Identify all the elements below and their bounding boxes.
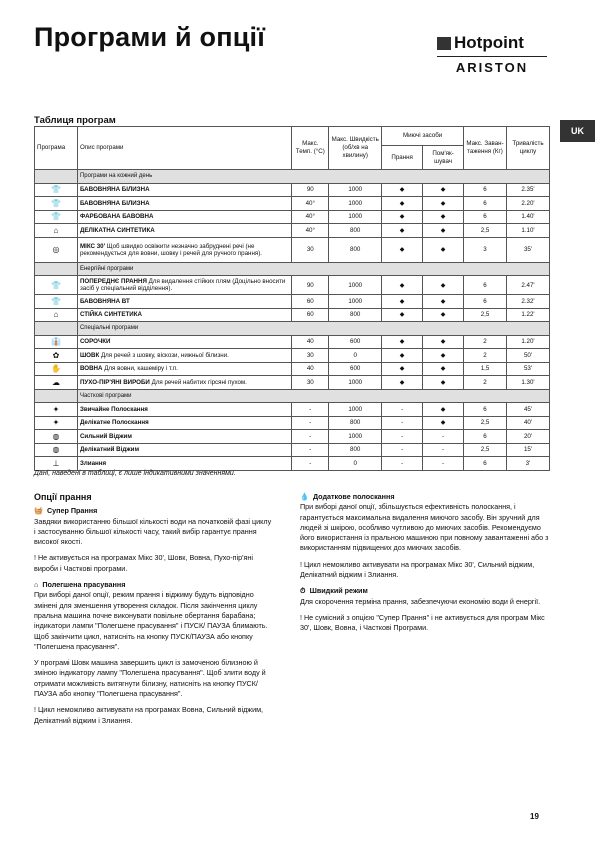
cell-w: ◆ <box>382 237 423 262</box>
program-icon: ✦ <box>35 403 78 417</box>
option-title: Супер Прання <box>46 506 98 516</box>
cell-s: 600 <box>329 362 382 376</box>
option-heading <box>300 586 550 596</box>
category-row <box>35 262 550 276</box>
cell-s: 1000 <box>329 430 382 444</box>
program-desc: Для вовни, кашеміру і т.п. <box>104 365 178 373</box>
cell-w: - <box>382 443 423 457</box>
header-softener: Пом'як-шувач <box>423 146 464 170</box>
cell-t: 40 <box>292 335 329 349</box>
cell-w: ◆ <box>382 197 423 211</box>
category-label: Програми на кожний день <box>77 170 549 184</box>
table-row <box>35 335 550 349</box>
program-name: ПУХО-ПІР'ЯНІ ВИРОБИ <box>79 378 150 386</box>
cell-t: 40° <box>292 224 329 238</box>
table-row <box>35 197 550 211</box>
cell-t: - <box>292 457 329 471</box>
option-title: Швидкий режим <box>309 586 368 596</box>
cell-w: ◆ <box>382 295 423 309</box>
option-text: Для скорочення терміна прання, забезпечуючи економію води й енергії. <box>300 596 541 606</box>
table-row <box>35 308 550 322</box>
program-name-cell <box>77 349 291 363</box>
header-speed: Макс. Швидкість (об/хв на хвилину) <box>329 127 382 170</box>
program-name: БАВОВНЯНА БІЛИЗНА <box>79 186 150 194</box>
cell-d: 15' <box>506 443 549 457</box>
cell-l: 6 <box>464 457 507 471</box>
option-text: ! Цикл неможливо активувати на програмах Мікс 30', Сильний віджим, Делікатний віджим і Злиання. <box>300 559 535 580</box>
cell-t: - <box>292 430 329 444</box>
table-row <box>35 224 550 238</box>
program-name: ДЕЛІКАТНА СИНТЕТИКА <box>79 226 155 234</box>
cell-d: 53' <box>506 362 549 376</box>
table-row <box>35 457 550 471</box>
cell-l: 6 <box>464 210 507 224</box>
cell-t: - <box>292 416 329 430</box>
cell-w: ◆ <box>382 276 423 295</box>
cell-l: 3 <box>464 237 507 262</box>
program-name-cell <box>77 210 291 224</box>
program-name: Делікатне Полоскання <box>79 419 149 427</box>
category-label: Часткові програми <box>77 389 549 403</box>
program-name-cell <box>77 443 291 457</box>
cell-t: 40° <box>292 197 329 211</box>
cell-t: 30 <box>292 376 329 390</box>
table-row <box>35 237 550 262</box>
header-description: Опис програми <box>77 127 291 170</box>
cell-t: 30 <box>292 237 329 262</box>
program-name-cell <box>77 457 291 471</box>
category-spacer <box>35 262 78 276</box>
cell-d: 2.35' <box>506 183 549 197</box>
program-name: ПОПЕРЕДНЄ ПРАННЯ <box>79 278 147 285</box>
table-row <box>35 183 550 197</box>
cell-d: 1.22' <box>506 308 549 322</box>
program-name-cell <box>77 183 291 197</box>
category-spacer <box>35 389 78 403</box>
program-name: ШОВК <box>79 351 100 359</box>
cell-t: 40 <box>292 362 329 376</box>
cell-s: 800 <box>329 308 382 322</box>
table-row <box>35 349 550 363</box>
header-wash: Прання <box>382 146 423 170</box>
cell-w: - <box>382 416 423 430</box>
option-icon: ⌂ <box>34 580 39 590</box>
cell-l: 6 <box>464 403 507 417</box>
cell-s: 1000 <box>329 197 382 211</box>
cell-w: ◆ <box>382 308 423 322</box>
cell-d: 40' <box>506 416 549 430</box>
cell-f: - <box>423 430 464 444</box>
language-tab: UK <box>560 120 595 142</box>
program-name: СТІЙКА СИНТЕТИКА <box>79 311 142 319</box>
program-icon: ⊥ <box>35 457 78 471</box>
program-icon: ◍ <box>35 443 78 457</box>
table-row <box>35 416 550 430</box>
program-icon: ◎ <box>35 237 78 262</box>
program-table <box>34 126 550 471</box>
option-text: У програмі Шовк машина завершить цикл із замоченою білизною й зміною індикатору лампу "Полегшена прасування". Щоб злити воду й отримати можливість витягнути білизну, натисніть на кнопку ПУСК/ПАУЗА або кнопку "Полегшена прасування". <box>34 658 266 699</box>
page-title: Програми й опції <box>34 22 266 52</box>
cell-s: 0 <box>329 349 382 363</box>
program-desc: Для видалення стійких плям (Доцільно вносити засіб у спеціальний відділення). <box>79 278 286 292</box>
program-name: Делікатний Віджим <box>79 446 140 454</box>
option-icon: 💧 <box>300 492 309 501</box>
cell-w: ◆ <box>382 362 423 376</box>
cell-l: 2,5 <box>464 224 507 238</box>
program-icon: ☁ <box>35 376 78 390</box>
cell-d: 2.47' <box>506 276 549 295</box>
program-name: ВОВНА <box>79 365 103 373</box>
cell-w: ◆ <box>382 183 423 197</box>
cell-f: ◆ <box>423 376 464 390</box>
cell-l: 2,5 <box>464 308 507 322</box>
cell-d: 20' <box>506 430 549 444</box>
cell-d: 45' <box>506 403 549 417</box>
program-icon: ✋ <box>35 362 78 376</box>
cell-l: 6 <box>464 295 507 309</box>
cell-w: - <box>382 430 423 444</box>
cell-d: 3' <box>506 457 549 471</box>
cell-f: ◆ <box>423 403 464 417</box>
cell-d: 35' <box>506 237 549 262</box>
cell-t: 40° <box>292 210 329 224</box>
header-temp: Макс. Темп. (°C) <box>292 127 329 170</box>
program-name: МІКС 30' <box>79 242 106 250</box>
cell-t: 90 <box>292 276 329 295</box>
option-text: При виборі даної опції, збільшується ефективність полоскання, і гарантується максимальна видалення миючого засобу. Він зручний для людей зі шкірою, особливо чутливою до миючих засобів. Рекомендуємо його використання із пральною машиною при повному завантаженні або з використанням підвищених доз миючих засобів. <box>300 502 549 553</box>
cell-f: ◆ <box>423 224 464 238</box>
cell-f: ◆ <box>423 197 464 211</box>
options-left-column <box>34 492 274 732</box>
cell-w: ◆ <box>382 335 423 349</box>
cell-t: 30 <box>292 349 329 363</box>
program-icon: ◍ <box>35 430 78 444</box>
options-title: Опції прання <box>34 492 92 502</box>
cell-t: 60 <box>292 295 329 309</box>
cell-s: 0 <box>329 457 382 471</box>
option-heading <box>34 580 274 590</box>
option-heading <box>34 506 274 516</box>
program-icon: 👕 <box>35 276 78 295</box>
program-name-cell <box>77 308 291 322</box>
program-name-cell <box>77 376 291 390</box>
option-icon: 🧺 <box>34 506 43 516</box>
program-desc: Для речей з шовку, віскози, нижньої білизни. <box>100 351 229 359</box>
program-name-cell <box>77 237 291 262</box>
program-icon: ✿ <box>35 349 78 363</box>
cell-w: ◆ <box>382 376 423 390</box>
program-icon: 👕 <box>35 210 78 224</box>
cell-l: 6 <box>464 183 507 197</box>
options-right-column <box>300 492 550 640</box>
header-load: Макс. Заван-таження (Кг) <box>464 127 507 170</box>
program-name: Злиання <box>79 459 107 467</box>
program-name-cell <box>77 403 291 417</box>
program-name: БАВОВНЯНА БІЛИЗНА <box>79 199 150 207</box>
logo-brand: Hotpoint <box>454 33 524 52</box>
option-title: Додаткове полоскання <box>312 492 395 501</box>
table-row <box>35 276 550 295</box>
program-name-cell <box>77 276 291 295</box>
program-name-cell <box>77 416 291 430</box>
option-text: При виборі даної опції, режим прання і віджиму будуть відповідно змінені для зменшення утворення складок. Після закінчення циклу пральна машина почне виконувати повільне обертання барабана; індикатори лампи "Полегшене прасування" і ПУСК/ ПАУЗА блимають. Щоб закінчити цикл, натисніть на кнопку ПУСК/ПАУЗА або кнопку "Полегшена прасування". <box>34 590 268 651</box>
category-spacer <box>35 170 78 184</box>
cell-d: 1.10' <box>506 224 549 238</box>
header-detergent: Миючі засоби <box>382 127 464 146</box>
cell-s: 1000 <box>329 295 382 309</box>
program-icon: 👕 <box>35 295 78 309</box>
cell-f: ◆ <box>423 237 464 262</box>
cell-l: 2 <box>464 376 507 390</box>
header-program: Програма <box>35 127 78 170</box>
program-name: ФАРБОВАНА БАВОВНА <box>79 213 154 221</box>
category-label: Енергійні програми <box>77 262 549 276</box>
category-row <box>35 389 550 403</box>
table-row <box>35 362 550 376</box>
cell-t: 60 <box>292 308 329 322</box>
cell-w: ◆ <box>382 210 423 224</box>
cell-f: ◆ <box>423 362 464 376</box>
cell-f: ◆ <box>423 349 464 363</box>
cell-t: 90 <box>292 183 329 197</box>
table-row <box>35 210 550 224</box>
program-name-cell <box>77 197 291 211</box>
cell-f: ◆ <box>423 295 464 309</box>
table-title: Таблиця програм <box>34 115 116 126</box>
table-row <box>35 430 550 444</box>
program-icon: 👔 <box>35 335 78 349</box>
program-desc: Щоб швидко освіжити незначно забруднені речі (не рекомендується для вовни, шовку і речей для ручного прання). <box>79 242 263 257</box>
cell-d: 1.20' <box>506 335 549 349</box>
cell-t: - <box>292 443 329 457</box>
cell-s: 800 <box>329 224 382 238</box>
program-name-cell <box>77 295 291 309</box>
program-desc: Для речей набитих гірсяні пухом. <box>151 378 247 386</box>
program-name-cell <box>77 430 291 444</box>
option-text: ! Не активується на програмах Мікс 30', Шовк, Вовна, Пухо-пір'яні вироби і Часткові програми. <box>34 553 253 573</box>
table-note: Дані, наведені в таблиці, є лише індикативними значеннями. <box>34 470 236 477</box>
cell-s: 1000 <box>329 210 382 224</box>
cell-l: 2 <box>464 335 507 349</box>
category-label: Спеціальні програми <box>77 322 549 336</box>
cell-s: 1000 <box>329 276 382 295</box>
cell-l: 1,5 <box>464 362 507 376</box>
option-text: ! Цикл неможливо активувати на програмах Вовна, Сильний віджим, Делікатний віджим і Злиання. <box>34 705 264 725</box>
cell-l: 6 <box>464 276 507 295</box>
cell-t: - <box>292 403 329 417</box>
option-icon: ⏱ <box>300 586 306 596</box>
cell-s: 1000 <box>329 183 382 197</box>
cell-l: 2,5 <box>464 416 507 430</box>
program-icon: ⌂ <box>35 224 78 238</box>
cell-s: 800 <box>329 443 382 457</box>
cell-w: - <box>382 403 423 417</box>
program-name-cell <box>77 335 291 349</box>
program-icon: ✦ <box>35 416 78 430</box>
table-row <box>35 443 550 457</box>
option-heading <box>300 492 550 502</box>
cell-s: 800 <box>329 237 382 262</box>
program-name-cell <box>77 362 291 376</box>
program-name: БАВОВНЯНА ВТ <box>79 297 130 305</box>
logo-square-icon <box>437 37 451 50</box>
cell-f: ◆ <box>423 183 464 197</box>
cell-l: 2,5 <box>464 443 507 457</box>
category-spacer <box>35 322 78 336</box>
category-row <box>35 322 550 336</box>
cell-l: 6 <box>464 197 507 211</box>
cell-s: 600 <box>329 335 382 349</box>
program-icon: 👕 <box>35 197 78 211</box>
page-number: 19 <box>530 812 539 821</box>
cell-f: - <box>423 443 464 457</box>
category-row <box>35 170 550 184</box>
cell-s: 1000 <box>329 403 382 417</box>
cell-s: 800 <box>329 416 382 430</box>
header-duration: Тривалість циклу <box>506 127 549 170</box>
option-title: Полегшена прасування <box>42 580 126 590</box>
cell-f: ◆ <box>423 308 464 322</box>
cell-d: 2.32' <box>506 295 549 309</box>
cell-f: ◆ <box>423 210 464 224</box>
cell-f: ◆ <box>423 416 464 430</box>
table-row <box>35 376 550 390</box>
program-name: Сильний Віджим <box>79 432 132 440</box>
program-name: СОРОЧКИ <box>79 338 111 346</box>
program-icon: 👕 <box>35 183 78 197</box>
table-row <box>35 295 550 309</box>
cell-d: 2.20' <box>506 197 549 211</box>
program-name: Звичайне Полоскання <box>79 405 148 413</box>
option-text: ! Не сумісний з опцією "Супер Прання" і не активується для програм Мікс 30', Шовк, Вовна, і Часткові Програми. <box>300 612 545 633</box>
cell-l: 6 <box>464 430 507 444</box>
cell-f: ◆ <box>423 335 464 349</box>
cell-f: - <box>423 457 464 471</box>
option-text: Завдяки використанню більшої кількості води на початковій фазі циклу і застосуванню більшої кількості часу, такий вибір гарантує прання високої якості. <box>34 516 272 547</box>
logo-sub: ARISTON <box>455 60 529 75</box>
cell-s: 1000 <box>329 376 382 390</box>
cell-d: 1.30' <box>506 376 549 390</box>
cell-d: 50' <box>506 349 549 363</box>
brand-logo <box>437 33 547 75</box>
cell-l: 2 <box>464 349 507 363</box>
cell-w: ◆ <box>382 224 423 238</box>
program-icon: ⌂ <box>35 308 78 322</box>
cell-w: - <box>382 457 423 471</box>
cell-d: 1.40' <box>506 210 549 224</box>
cell-w: ◆ <box>382 349 423 363</box>
program-name-cell <box>77 224 291 238</box>
cell-f: ◆ <box>423 276 464 295</box>
table-row <box>35 403 550 417</box>
